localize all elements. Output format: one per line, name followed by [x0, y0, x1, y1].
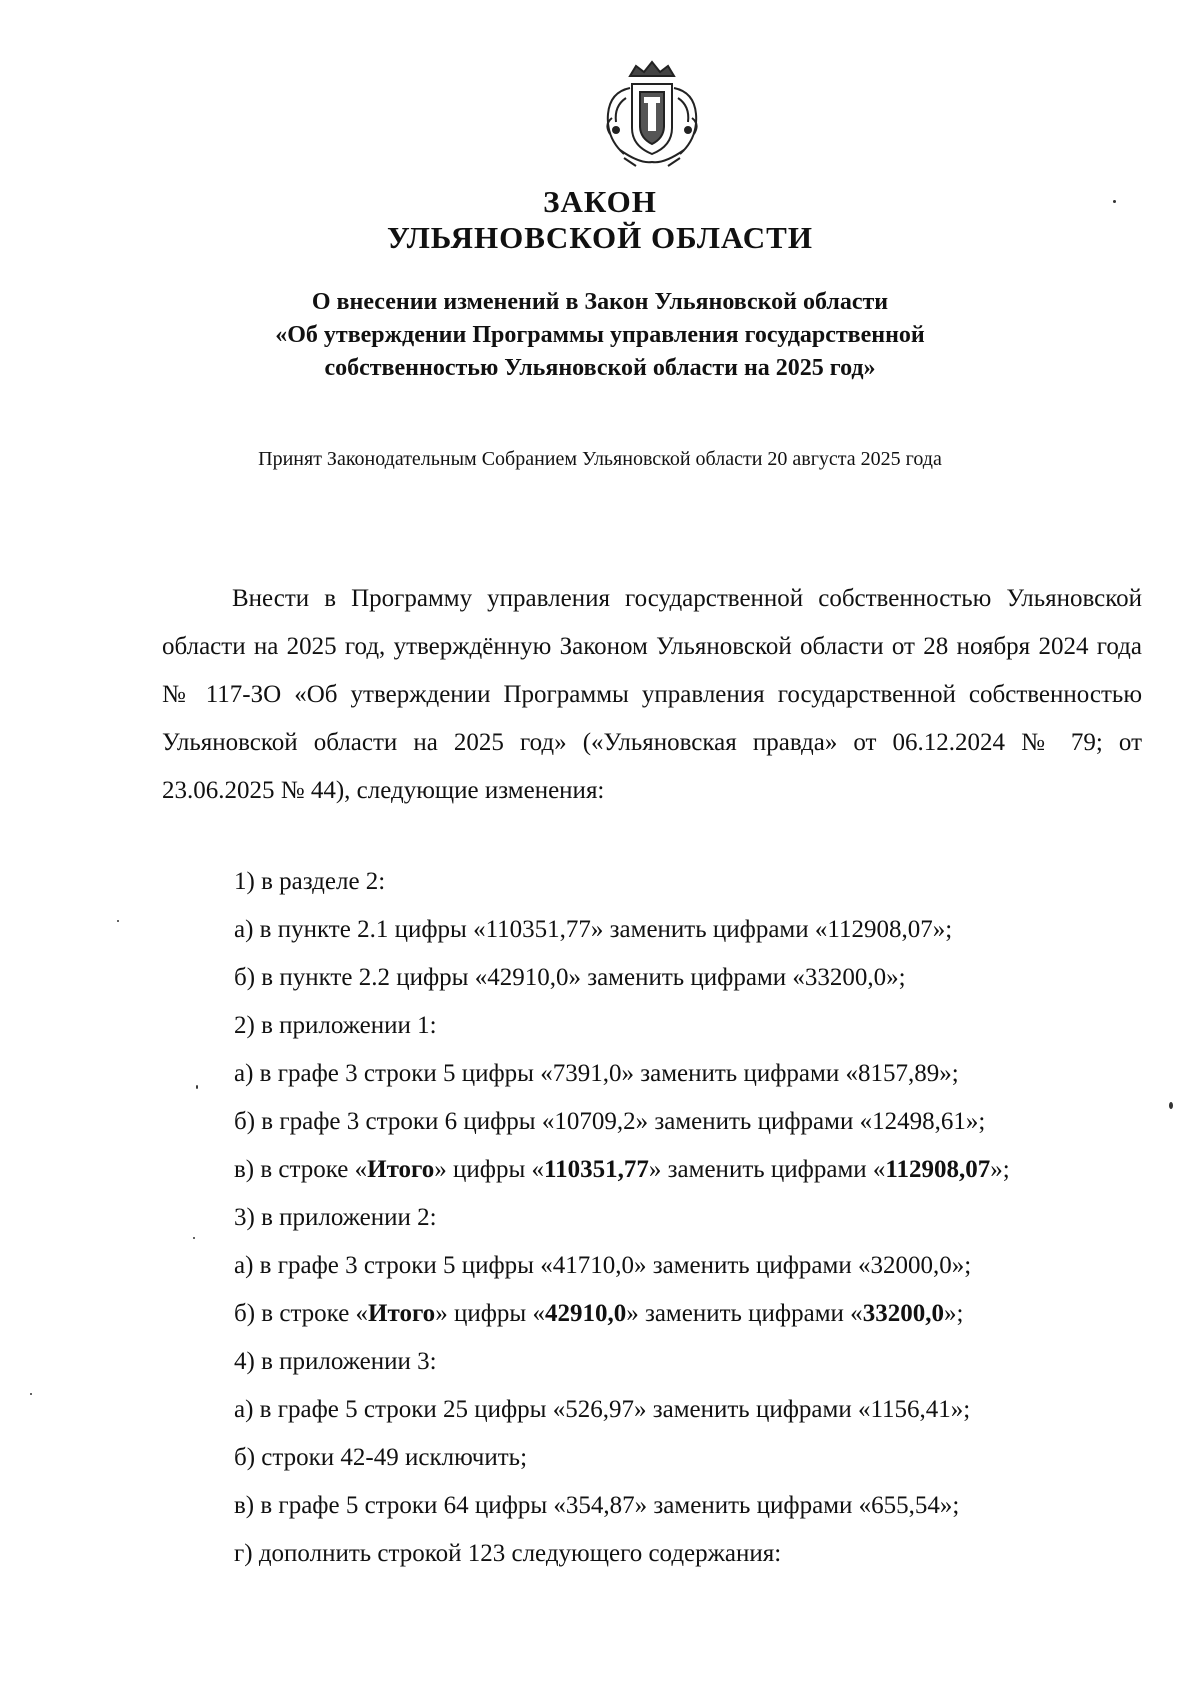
list-item: в) в строке «Итого» цифры «110351,77» заменить цифрами «112908,07»; — [234, 1156, 1010, 1183]
list-item: 3) в приложении 2: — [234, 1204, 437, 1231]
document-title-region: УЛЬЯНОВСКОЙ ОБЛАСТИ — [387, 220, 813, 255]
list-item: г) дополнить строкой 123 следующего содержания: — [234, 1540, 782, 1567]
list-item: 2) в приложении 1: — [234, 1012, 437, 1039]
list-item: 1) в разделе 2: — [234, 868, 386, 895]
subtitle-line: «Об утверждении Программы управления государственной — [275, 322, 925, 348]
document-title: ЗАКОН — [543, 184, 657, 219]
list-item: а) в графе 3 строки 5 цифры «7391,0» заменить цифрами «8157,89»; — [234, 1060, 959, 1087]
list-item: б) строки 42-49 исключить; — [234, 1444, 528, 1471]
subtitle-line: О внесении изменений в Закон Ульяновской области — [311, 289, 889, 315]
list-item: а) в графе 5 строки 25 цифры «526,97» заменить цифрами «1156,41»; — [234, 1396, 971, 1423]
list-item: а) в пункте 2.1 цифры «110351,77» заменить цифрами «112908,07»; — [234, 916, 953, 943]
list-item: б) в строке «Итого» цифры «42910,0» заменить цифрами «33200,0»; — [234, 1300, 964, 1327]
list-item: б) в графе 3 строки 6 цифры «10709,2» заменить цифрами «12498,61»; — [234, 1108, 986, 1135]
list-item: а) в графе 3 строки 5 цифры «41710,0» заменить цифрами «32000,0»; — [234, 1252, 972, 1279]
scan-speck — [30, 1393, 32, 1395]
scan-speck — [117, 920, 119, 922]
scan-speck — [1169, 1102, 1173, 1109]
scan-speck — [196, 1085, 198, 1089]
list-item: б) в пункте 2.2 цифры «42910,0» заменить цифрами «33200,0»; — [234, 964, 906, 991]
adoption-note: Принят Законодательным Собранием Ульяновской области 20 августа 2025 года — [258, 448, 942, 470]
list-item: 4) в приложении 3: — [234, 1348, 437, 1375]
law-subtitle — [0, 286, 1200, 385]
intro-paragraph — [162, 575, 1142, 815]
intro-text: Внести в Программу управления государственной собственностью Ульяновской области на 2025 год, утверждённую Законом Ульяновской области от 28 ноября 2024 года № 117-ЗО «Об утверждении Программы управления государственной собственностью Ульяновской области на 2025 год» («Ульяновская правда» от 06.12.2024 № 79; от 23.06.2025 № 44), следующие изменения: — [162, 585, 1142, 804]
list-item: в) в графе 5 строки 64 цифры «354,87» заменить цифрами «655,54»; — [234, 1492, 960, 1519]
subtitle-line: собственностью Ульяновской области на 2025 год» — [324, 355, 876, 381]
scan-speck — [1113, 200, 1116, 203]
scan-speck — [193, 1237, 195, 1239]
coat-of-arms-icon — [600, 58, 704, 168]
